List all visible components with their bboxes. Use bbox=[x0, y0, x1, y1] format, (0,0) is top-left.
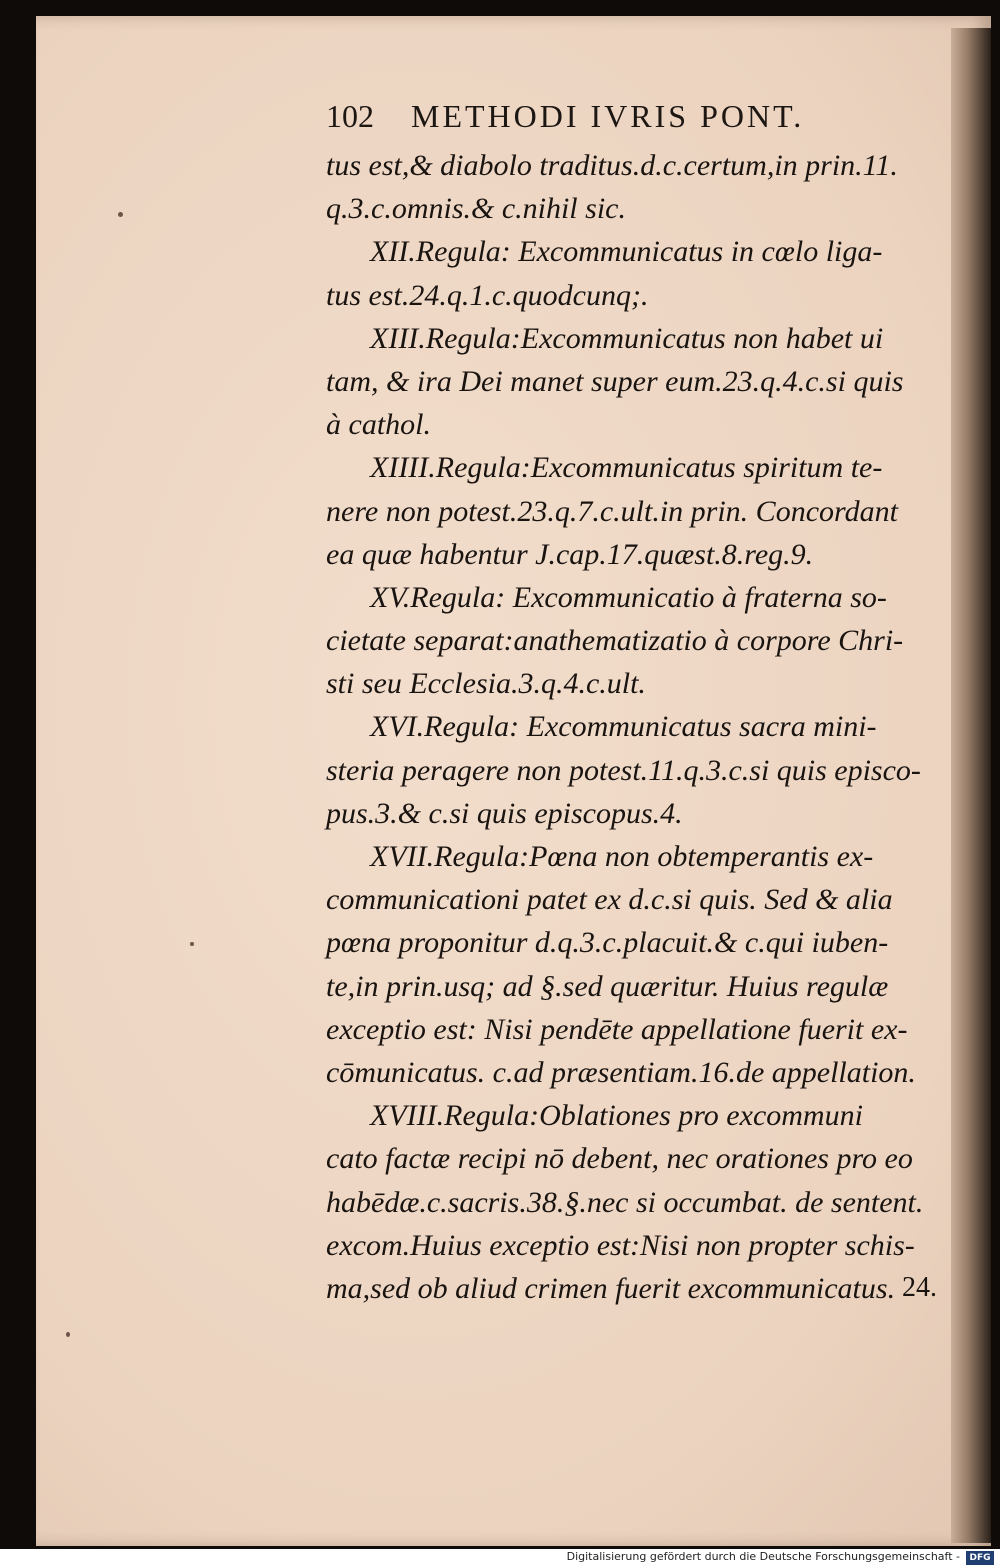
text-line: exceptio est: Nisi pendēte appellatione fuerit ex- bbox=[326, 1012, 908, 1046]
text-line: XIII.Regula:Excommunicatus non habet ui bbox=[370, 321, 884, 355]
page-body-text bbox=[326, 144, 950, 1310]
digitization-footer bbox=[0, 1549, 1000, 1568]
text-line: steria peragere non potest.11.q.3.c.si quis episco- bbox=[326, 753, 921, 787]
text-line: XVII.Regula:Pœna non obtemperantis ex- bbox=[370, 840, 874, 873]
text-line: XV.Regula: Excommunicatio à fraterna so- bbox=[370, 580, 887, 614]
text-line: tus est.24.q.1.c.quodcunq;. bbox=[326, 278, 649, 312]
page-gutter bbox=[951, 28, 991, 1543]
text-line: tus est,& diabolo traditus.d.c.certum,in prin.11. bbox=[326, 149, 898, 182]
text-line: ma,sed ob aliud crimen fuerit excommunicatus. bbox=[326, 1271, 896, 1305]
text-line: sti seu Ecclesia.3.q.4.c.ult. bbox=[326, 667, 646, 701]
text-line: XII.Regula: Excommunicatus in cœlo liga- bbox=[370, 235, 883, 269]
text-line: XVI.Regula: Excommunicatus sacra mini- bbox=[370, 710, 877, 744]
text-line: tam, & ira Dei manet super eum.23.q.4.c.si quis bbox=[326, 364, 904, 398]
dfg-logo: DFG bbox=[966, 1551, 994, 1565]
catchword: 24. bbox=[902, 1272, 937, 1303]
funding-credit: Digitalisierung gefördert durch die Deutsche Forschungsgemeinschaft - bbox=[566, 1550, 960, 1563]
text-line: cietate separat:anathematizatio à corpore Chri- bbox=[326, 624, 904, 658]
running-title: METHODI IVRIS PONT. bbox=[411, 98, 805, 134]
paper-speck bbox=[118, 212, 123, 217]
text-line: ea quæ habentur J.cap.17.quæst.8.reg.9. bbox=[326, 537, 814, 571]
text-line: XIIII.Regula:Excommunicatus spiritum te- bbox=[370, 451, 883, 485]
text-line: communicationi patet ex d.c.si quis. Sed & alia bbox=[326, 883, 893, 917]
text-line: à cathol. bbox=[326, 408, 431, 442]
text-line: te,in prin.usq; ad §.sed quæritur. Huius regulæ bbox=[326, 969, 889, 1003]
paper-speck bbox=[190, 942, 194, 946]
text-line: pus.3.& c.si quis episcopus.4. bbox=[326, 796, 683, 830]
text-line: excom.Huius exceptio est:Nisi non propter schis- bbox=[326, 1228, 915, 1262]
text-line: habēdæ.c.sacris.38.§.nec si occumbat. de sentent. bbox=[326, 1185, 924, 1219]
text-line: cato factæ recipi nō debent, nec orationes pro eo bbox=[326, 1142, 913, 1176]
paper-speck bbox=[66, 1332, 70, 1337]
running-header bbox=[326, 98, 926, 135]
page-number: 102 bbox=[326, 98, 374, 134]
text-line: nere non potest.23.q.7.c.ult.in prin. Concordant bbox=[326, 494, 898, 528]
text-line: XVIII.Regula:Oblationes pro excommuni bbox=[370, 1099, 863, 1133]
text-line: cōmunicatus. c.ad præsentiam.16.de appellation. bbox=[326, 1055, 916, 1089]
text-line: pœna proponitur d.q.3.c.placuit.& c.qui iuben- bbox=[326, 926, 889, 960]
text-line: q.3.c.omnis.& c.nihil sic. bbox=[326, 192, 626, 226]
